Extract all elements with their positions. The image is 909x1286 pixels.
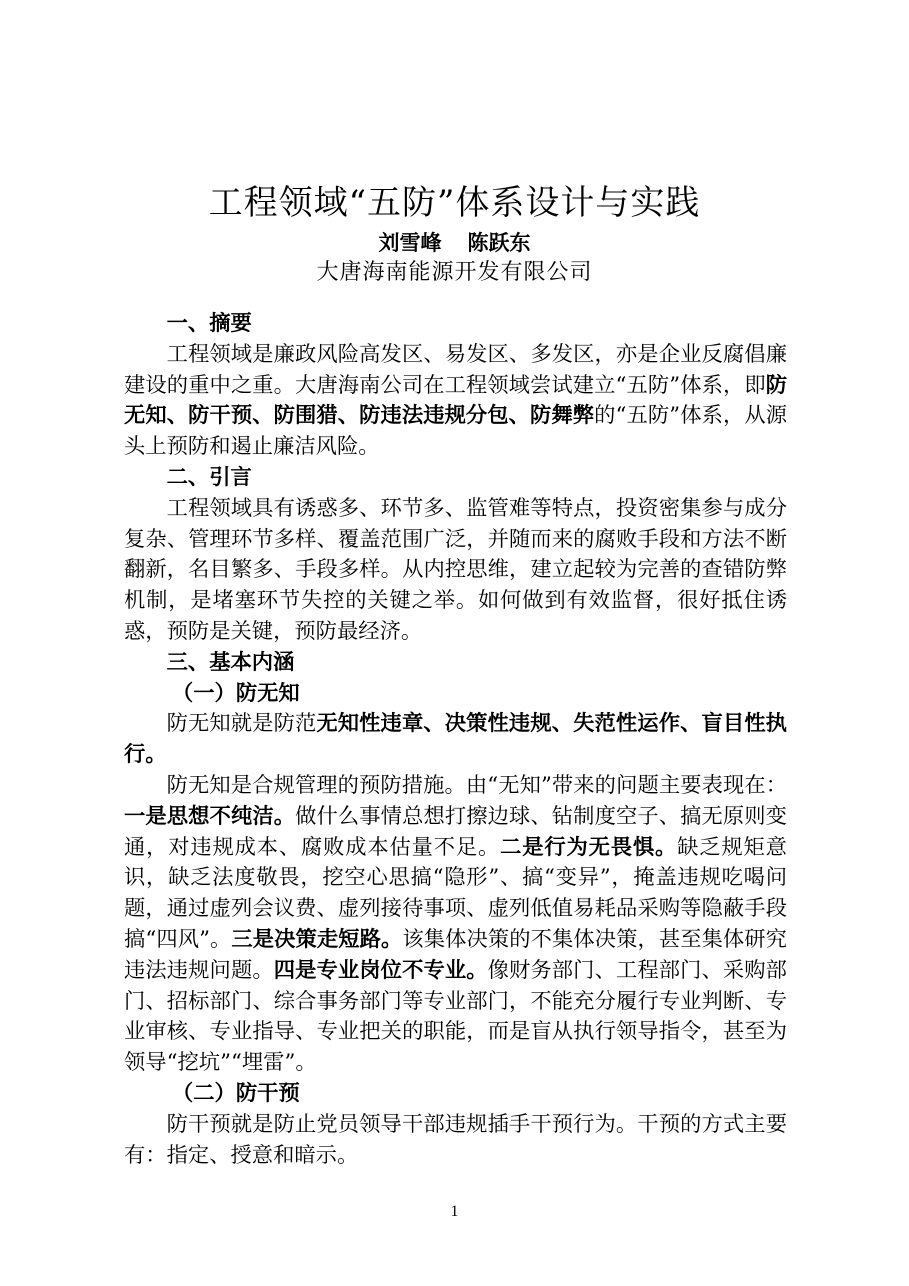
section-heading-introduction: 二、引言 [166,464,252,490]
section-heading-abstract: 一、摘要 [166,311,252,336]
anti-ignorance-definition: 防无知就是防范无知性违章、决策性违规、失范性运作、盲目性执行。 [124,711,787,768]
emphasis-text: 无知性违章、决策性违规、失范性运作、盲目性执行。 [124,711,787,768]
section-heading-basic-connotation: 三、基本内涵 [166,649,295,675]
subsection-heading-anti-interference: （二）防干预 [171,1080,300,1106]
document-body [124,309,787,1171]
author-organization: 大唐海南能源开发有限公司 [316,260,593,285]
page-number: 1 [450,1203,459,1220]
author-name: 陈跃东 [467,230,531,255]
author-line [0,228,909,258]
subsection-heading-anti-ignorance: （一）防无知 [171,680,300,706]
anti-interference-paragraph: 防干预就是防止党员领导干部违规插手干预行为。干预的方式主要有：指定、授意和暗示。 [124,1111,787,1168]
anti-ignorance-paragraph: 防无知是合规管理的预防措施。由“无知”带来的问题主要表现在：一是思想不纯洁。做什么事情总想打擦边球、钻制度空子、搞无原则变通，对违规成本、腐败成本估量不足。二是行为无畏惧。缺乏规矩意识，缺乏法度敬畏，挖空心思搞“隐形”、搞“变异”，掩盖违规吃喝问题，通过虚列会议费、虚列接待事项、虚列低值易耗品采购等隐蔽手段搞“四风”。三是决策走短路。该集体决策的不集体决策，甚至集体研究违法违规问题。四是专业岗位不专业。像财务部门、工程部门、采购部门、招标部门、综合事务部门等专业部门，不能充分履行专业判断、专业审核、专业指导、专业把关的职能，而是盲从执行领导指令，甚至为领导“挖坑”“埋雷”。 [124,772,787,1076]
abstract-paragraph: 工程领域是廉政风险高发区、易发区、多发区，亦是企业反腐倡廉建设的重中之重。大唐海南公司在工程领域尝试建立“五防”体系，即防无知、防干预、防围猎、防违法违规分包、防舞弊的“五防”体系，从源头上预防和遏止廉洁风险。 [124,341,787,460]
five-defenses-emphasis: 防无知、防干预、防围猎、防违法违规分包、防舞弊 [124,372,787,429]
emphasis-text: 四是专业岗位不专业。 [273,957,488,983]
introduction-paragraph: 工程领域具有诱惑多、环节多、监管难等特点，投资密集参与成分复杂、管理环节多样、覆盖范围广泛，并随而来的腐败手段和方法不断翻新，名目繁多、手段多样。从内控思维，建立起较为完善的查错防弊机制，是堵塞环节失控的关键之举。如何做到有效监督，很好抵住诱惑，预防是关键，预防最经济。 [124,495,787,644]
emphasis-text: 二是行为无畏惧。 [500,834,678,860]
author-name: 刘雪峰 [378,230,442,255]
emphasis-text: 三是决策走短路。 [231,926,403,952]
emphasis-text: 一是思想不纯洁。 [124,803,296,829]
document-title: 工程领域“五防”体系设计与实践 [208,182,701,223]
